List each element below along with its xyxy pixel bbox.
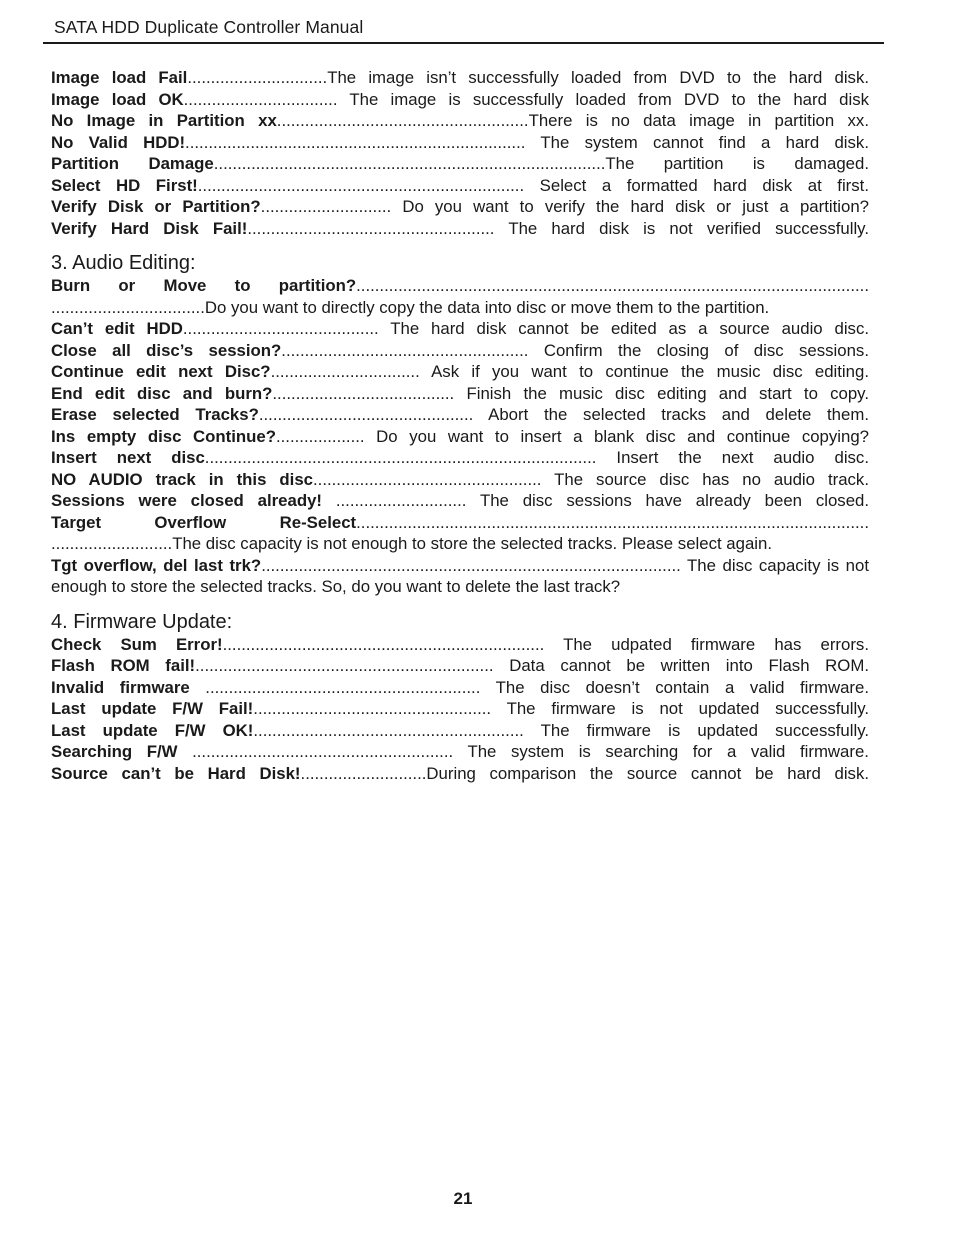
dot-leader: ........................... — [300, 763, 427, 783]
dot-leader: ................................................... — [253, 699, 492, 718]
dot-leader: ........................................................ — [177, 742, 454, 761]
dot-leader: ....................................... — [272, 383, 455, 403]
message-term: Last update F/W OK! — [51, 720, 254, 740]
section-title: 4. Firmware Update: — [51, 610, 233, 633]
dot-leader: ...................................................... — [276, 111, 529, 130]
message-term: Can’t edit HDD — [51, 319, 183, 338]
message-term: Invalid firmware — [51, 677, 190, 697]
message-entry — [51, 404, 869, 426]
message-term: Verify Disk or Partition? — [51, 197, 261, 216]
message-description: The source disc has no audio track. — [541, 469, 869, 489]
dot-leader: ................................ — [270, 362, 420, 381]
message-description: The partition is damaged. — [605, 154, 869, 173]
message-term: Tgt overflow, del last trk? — [51, 555, 262, 575]
message-entry — [51, 677, 869, 699]
message-term: Last update F/W Fail! — [51, 699, 254, 718]
message-description: The hard disk is not verified successfully. — [494, 218, 869, 238]
dot-leader: .............................. — [187, 68, 328, 87]
message-description: Select a formatted hard disk at first. — [524, 175, 869, 195]
message-entry — [51, 175, 869, 197]
message-entry — [51, 512, 869, 555]
message-description: The disc capacity is not enough to store the selected tracks. So, do you want to delete the last track? — [51, 555, 869, 596]
message-description: The image is successfully loaded from DVD to the hard disk — [337, 89, 869, 109]
message-entry — [51, 555, 869, 598]
dot-leader: ......................................................................... — [185, 132, 526, 152]
message-description: The firmware is updated successfully. — [523, 720, 870, 740]
message-entry — [51, 383, 869, 405]
message-entry — [51, 720, 869, 742]
dot-leader: ..................................................... — [247, 218, 495, 238]
dot-leader: .................................................................................... — [213, 154, 606, 173]
dot-leader: ................................................. — [313, 469, 542, 489]
dot-leader: .............................................................................................................. — [356, 276, 869, 295]
message-description: Abort the selected tracks and delete them. — [473, 405, 869, 424]
message-entry — [51, 361, 869, 383]
message-description: Data cannot be written into Flash ROM. — [493, 656, 870, 675]
dot-leader: .......................................................................................... — [261, 555, 681, 575]
message-description: The udpated firmware has errors. — [544, 634, 869, 654]
message-entry — [51, 67, 869, 89]
dot-leader: .................................................................................... — [204, 448, 597, 467]
message-term: Verify Hard Disk Fail! — [51, 218, 248, 238]
message-entry — [51, 634, 869, 656]
message-entry — [51, 132, 869, 154]
dot-leader: ................................. — [183, 89, 338, 109]
message-term: Check Sum Error! — [51, 634, 223, 654]
message-term: No Valid HDD! — [51, 132, 186, 152]
dot-leader: ................................................................ — [195, 656, 494, 675]
message-term: Partition Damage — [51, 154, 214, 173]
message-description: The hard disk cannot be edited as a source audio disc. — [378, 319, 870, 338]
message-description: Finish the music disc editing and start to copy. — [454, 383, 869, 403]
dot-leader: .............................................. — [258, 405, 474, 424]
page-header-title: SATA HDD Duplicate Controller Manual — [54, 17, 364, 37]
message-entry — [51, 275, 869, 318]
message-entry — [51, 655, 869, 677]
message-term: Ins empty disc Continue? — [51, 426, 276, 446]
message-entry — [51, 340, 869, 362]
message-description: The system cannot find a hard disk. — [525, 132, 869, 152]
manual-page-content — [51, 67, 869, 784]
dot-leader: .............................................................................................................. — [356, 512, 869, 532]
section-title: 3. Audio Editing: — [51, 252, 196, 274]
page-number: 21 — [453, 1189, 473, 1208]
message-term: Image load OK — [51, 89, 184, 109]
message-description: During comparison the source cannot be hard disk. — [426, 763, 870, 783]
message-term: NO AUDIO track in this disc — [51, 469, 313, 489]
dot-leader: .......................................... — [182, 319, 379, 338]
message-description: The disc sessions have already been closed. — [466, 491, 870, 510]
dot-leader: ...................................................................... — [197, 175, 525, 195]
message-term: Sessions were closed already! — [51, 491, 323, 510]
message-term: Image load Fail — [51, 68, 188, 87]
message-description: .................................Do you want to directly copy the data into disc or move them to the partition. — [51, 297, 770, 317]
message-entry — [51, 218, 869, 240]
message-description: Confirm the closing of disc sessions. — [528, 340, 869, 360]
message-description: The image isn’t successfully loaded from DVD to the hard disk. — [327, 68, 869, 87]
message-description: Do you want to verify the hard disk or just a partition? — [391, 197, 869, 216]
message-entry — [51, 698, 869, 720]
message-term: Source can’t be Hard Disk! — [51, 763, 301, 783]
dot-leader: ................... — [275, 426, 365, 446]
message-entry — [51, 196, 869, 218]
message-term: Burn or Move to partition? — [51, 276, 357, 295]
message-group — [51, 67, 869, 239]
message-group — [51, 610, 869, 785]
message-description: Ask if you want to continue the music disc editing. — [419, 362, 869, 381]
message-term: End edit disc and burn? — [51, 383, 273, 403]
message-entry — [51, 426, 869, 448]
message-term: Select HD First! — [51, 175, 198, 195]
message-entry — [51, 447, 869, 469]
message-entry — [51, 110, 869, 132]
message-entry — [51, 153, 869, 175]
dot-leader: ........................................................... — [189, 677, 481, 697]
message-term: Target Overflow Re-Select — [51, 512, 357, 532]
message-term: Searching F/W — [51, 742, 178, 761]
message-term: Continue edit next Disc? — [51, 362, 271, 381]
message-group — [51, 251, 869, 598]
message-description: The system is searching for a valid firmware. — [453, 742, 869, 761]
message-entry — [51, 763, 869, 785]
message-term: Insert next disc — [51, 448, 205, 467]
message-term: No Image in Partition xx — [51, 111, 277, 130]
message-entry — [51, 741, 869, 763]
message-entry — [51, 89, 869, 111]
message-entry — [51, 318, 869, 340]
dot-leader: ............................ — [260, 197, 392, 216]
message-description: The disc doesn’t contain a valid firmware. — [480, 677, 869, 697]
message-description: Do you want to insert a blank disc and continue copying? — [364, 426, 869, 446]
message-description: ..........................The disc capacity is not enough to store the selected tracks. Please select again. — [51, 534, 773, 553]
message-term: Flash ROM fail! — [51, 656, 196, 675]
message-description: Insert the next audio disc. — [596, 448, 869, 467]
message-description: The firmware is not updated successfully. — [491, 699, 870, 718]
message-entry — [51, 469, 869, 491]
message-description: There is no data image in partition xx. — [528, 111, 869, 130]
dot-leader: ..................................................................... — [222, 634, 545, 654]
message-term: Erase selected Tracks? — [51, 405, 259, 424]
dot-leader: ............................ — [322, 491, 467, 510]
message-term: Close all disc’s session? — [51, 340, 282, 360]
dot-leader: ..................................................... — [281, 340, 529, 360]
dot-leader: .......................................................... — [253, 720, 524, 740]
message-entry — [51, 490, 869, 512]
header-divider — [43, 42, 884, 44]
